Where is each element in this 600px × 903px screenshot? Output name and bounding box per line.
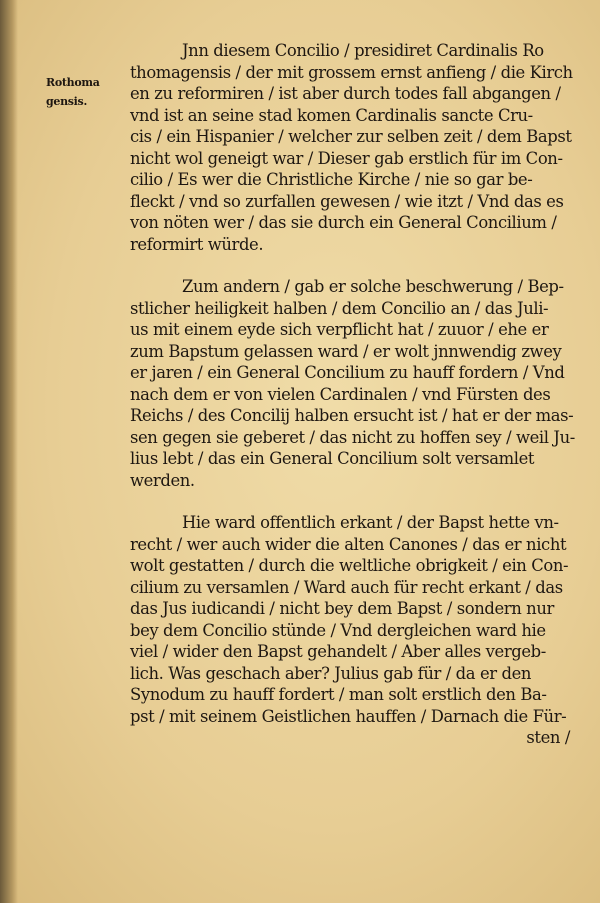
margin-note-line: gensis. bbox=[46, 95, 87, 108]
paragraph-2 bbox=[130, 276, 592, 491]
catchword: sten / bbox=[526, 728, 570, 747]
text-line: recht / wer auch wider die alten Canones / das er nicht bbox=[130, 534, 567, 554]
text-line: us mit einem eyde sich verpflicht hat / zuuor / ehe er bbox=[130, 320, 549, 339]
text-line: cilium zu versamlen / Ward auch für recht erkant / das bbox=[130, 577, 563, 597]
text-line: wolt gestatten / durch die weltliche obrigkeit / ein Con- bbox=[130, 556, 569, 575]
margin-note-line: Rothoma bbox=[46, 76, 100, 89]
text-line: stlicher heiligkeit halben / dem Concilio an / das Juli- bbox=[130, 298, 549, 318]
text-line: Zum andern / gab er solche beschwerung / Bep- bbox=[182, 277, 564, 296]
text-line: sen gegen sie geberet / das nicht zu hoffen sey / weil Ju- bbox=[130, 427, 575, 447]
text-line: thomagensis / der mit grossem ernst anfieng / die Kirch bbox=[130, 62, 573, 82]
text-line: bey dem Concilio stünde / Vnd dergleichen ward hie bbox=[130, 620, 546, 640]
text-line: lich. Was geschach aber? Julius gab für / da er den bbox=[130, 663, 532, 683]
paragraph-3 bbox=[130, 512, 592, 749]
text-line: Synodum zu hauff fordert / man solt erstlich den Ba- bbox=[130, 685, 547, 704]
text-line: cilio / Es wer die Christliche Kirche / nie so gar be- bbox=[130, 170, 533, 189]
text-line: fleckt / vnd so zurfallen gewesen / wie itzt / Vnd das es bbox=[130, 191, 564, 211]
text-line: viel / wider den Bapst gehandelt / Aber alles vergeb- bbox=[130, 642, 546, 661]
page-gutter bbox=[0, 0, 18, 903]
text-line: von nöten wer / das sie durch ein General Concilium / bbox=[130, 213, 557, 232]
body-text bbox=[130, 40, 592, 749]
text-line: er jaren / ein General Concilium zu hauff fordern / Vnd bbox=[130, 363, 565, 382]
text-line: Reichs / des Concilij halben ersucht ist / hat er der mas- bbox=[130, 406, 574, 425]
text-line: lius lebt / das ein General Concilium solt versamlet bbox=[130, 449, 535, 468]
text-line: Hie ward offentlich erkant / der Bapst hette vn- bbox=[182, 513, 559, 532]
text-line: Jnn diesem Concilio / presidiret Cardinalis Ro bbox=[182, 41, 544, 60]
text-line: reformirt würde. bbox=[130, 234, 264, 254]
text-line: werden. bbox=[130, 470, 195, 490]
text-line: das Jus iudicandi / nicht bey dem Bapst / sondern nur bbox=[130, 599, 554, 618]
text-line: cis / ein Hispanier / welcher zur selben zeit / dem Bapst bbox=[130, 127, 572, 146]
text-line: en zu reformiren / ist aber durch todes fall abgangen / bbox=[130, 84, 561, 103]
text-line: nach dem er von vielen Cardinalen / vnd Fürsten des bbox=[130, 384, 551, 404]
text-line: vnd ist an seine stad komen Cardinalis sancte Cru- bbox=[130, 105, 533, 125]
text-line: nicht wol geneigt war / Dieser gab erstlich für im Con- bbox=[130, 148, 563, 168]
margin-note bbox=[46, 73, 130, 111]
text-line: zum Bapstum gelassen ward / er wolt jnnwendig zwey bbox=[130, 341, 562, 361]
paragraph-1 bbox=[130, 40, 592, 255]
text-line: pst / mit seinem Geistlichen hauffen / Darnach die Für- bbox=[130, 706, 567, 726]
